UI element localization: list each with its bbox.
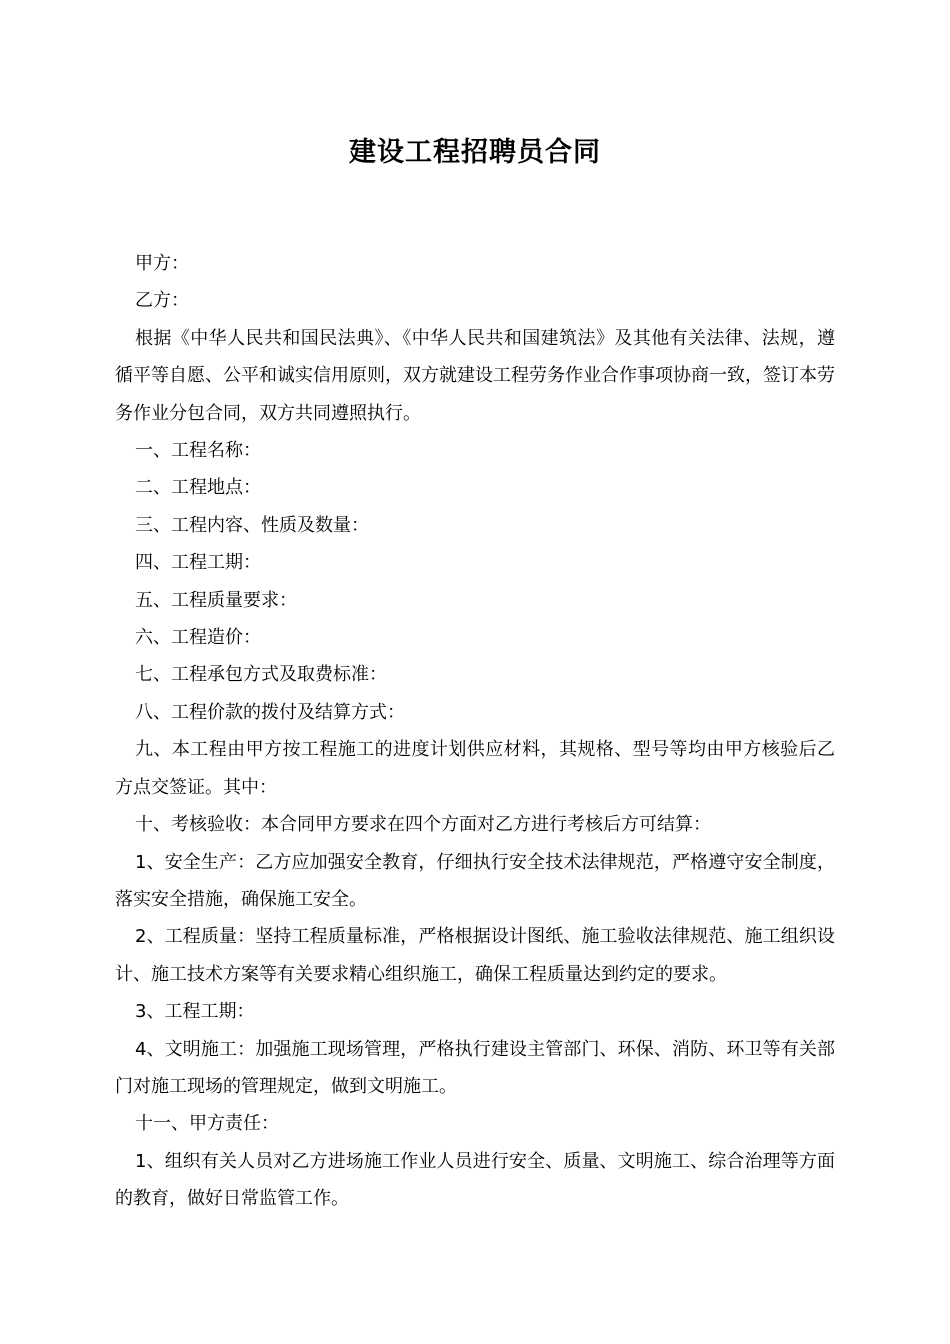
party-b-line: 乙方： bbox=[135, 290, 189, 312]
preamble-paragraph: 根据《中华人民共和国民法典》、《中华人民共和国建筑法》及其他有关法律、法规，遵循平等自愿、公平和诚实信用原则，双方就建设工程劳务作业合作事项协商一致，签订本劳务作业分包合同，双方共同遵照执行。 bbox=[115, 327, 835, 424]
clause-payment-settlement: 八、工程价款的拨付及结算方式： bbox=[135, 701, 405, 723]
clause-quality-requirements: 五、工程质量要求： bbox=[135, 589, 297, 611]
clause-acceptance: 十、考核验收：本合同甲方要求在四个方面对乙方进行考核后方可结算： bbox=[135, 814, 711, 836]
party-a-responsibility-item-1: 1、组织有关人员对乙方进场施工作业人员进行安全、质量、文明施工、综合治理等方面的教育，做好日常监管工作。 bbox=[115, 1150, 835, 1210]
document-body bbox=[115, 245, 835, 1218]
acceptance-item-civilized-construction: 4、文明施工：加强施工现场管理，严格执行建设主管部门、环保、消防、环卫等有关部门对施工现场的管理规定，做到文明施工。 bbox=[115, 1038, 835, 1097]
document-title: 建设工程招聘员合同 bbox=[349, 137, 601, 168]
acceptance-item-safety: 1、安全生产：乙方应加强安全教育，仔细执行安全技术法律规范，严格遵守安全制度，落实安全措施，确保施工安全。 bbox=[115, 851, 835, 910]
clause-material-supply: 九、本工程由甲方按工程施工的进度计划供应材料，其规格、型号等均由甲方核验后乙方点交签证。其中： bbox=[115, 739, 835, 798]
clause-project-name: 一、工程名称： bbox=[135, 440, 261, 462]
acceptance-item-quality: 2、工程质量：坚持工程质量标准，严格根据设计图纸、施工验收法律规范、施工组织设计、施工技术方案等有关要求精心组织施工，确保工程质量达到约定的要求。 bbox=[115, 926, 835, 985]
clause-contract-method: 七、工程承包方式及取费标准： bbox=[135, 664, 387, 686]
clause-party-a-responsibility: 十一、甲方责任： bbox=[135, 1113, 279, 1135]
clause-project-cost: 六、工程造价： bbox=[135, 627, 261, 649]
clause-project-location: 二、工程地点： bbox=[135, 477, 261, 499]
acceptance-item-duration: 3、工程工期： bbox=[135, 1001, 255, 1023]
party-a-line: 甲方： bbox=[135, 253, 189, 274]
clause-project-content: 三、工程内容、性质及数量： bbox=[135, 514, 369, 536]
clause-project-duration: 四、工程工期： bbox=[135, 552, 261, 574]
